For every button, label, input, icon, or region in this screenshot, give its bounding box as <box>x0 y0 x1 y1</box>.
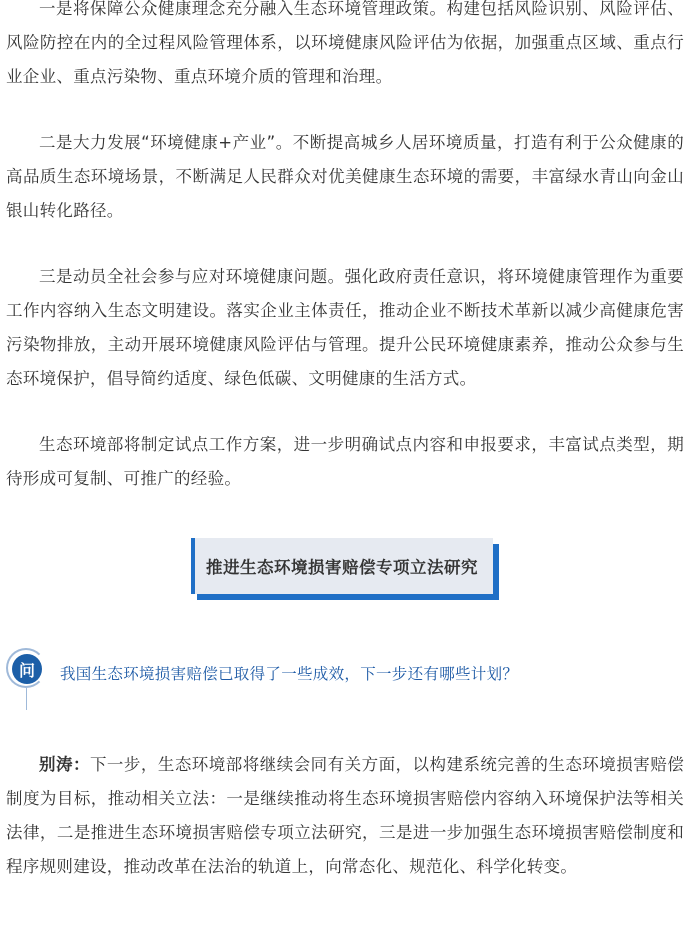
question-badge-icon: 问 <box>12 654 42 684</box>
answer-paragraph <box>6 748 684 884</box>
answer-speaker: 别涛： <box>39 755 90 774</box>
paragraph-measure-one: 一是将保障公众健康理念充分融入生态环境管理政策。构建包括风险识别、风险评估、风险防控在内的全过程风险管理体系，以环境健康风险评估为依据，加强重点区域、重点行业企业、重点污染物、重点环境介质的管理和治理。 <box>6 0 684 86</box>
paragraph-pilot-plan: 生态环境部将制定试点工作方案，进一步明确试点内容和申报要求，丰富试点类型，期待形成可复制、可推广的经验。 <box>6 435 684 488</box>
section-heading-text: 推进生态环境损害赔偿专项立法研究 <box>206 558 478 577</box>
section-heading <box>191 538 499 600</box>
question-connector-line <box>26 688 27 710</box>
answer-text: 下一步，生态环境部将继续会同有关方面，以构建系统完善的生态环境损害赔偿制度为目标，推动相关立法：一是继续推动将生态环境损害赔偿内容纳入环境保护法等相关法律，二是推进生态环境损害赔偿专项立法研究，三是进一步加强生态环境损害赔偿制度和程序规则建设，推动改革在法治的轨道上，向常态化、规范化、科学化转变。 <box>6 755 684 876</box>
question-block <box>6 650 684 710</box>
paragraph-measure-two: 二是大力发展“环境健康+产业”。不断提高城乡人居环境质量，打造有利于公众健康的高品质生态环境场景，不断满足人民群众对优美健康生态环境的需要，丰富绿水青山向金山银山转化路径。 <box>6 133 684 220</box>
paragraph-measure-three: 三是动员全社会参与应对环境健康问题。强化政府责任意识，将环境健康管理作为重要工作内容纳入生态文明建设。落实企业主体责任，推动企业不断技术革新以减少高健康危害污染物排放，主动开展环境健康风险评估与管理。提升公民环境健康素养，推动公众参与生态环境保护，倡导简约适度、绿色低碳、文明健康的生活方式。 <box>6 267 684 388</box>
question-text: 我国生态环境损害赔偿已取得了一些成效，下一步还有哪些计划？ <box>60 665 519 683</box>
